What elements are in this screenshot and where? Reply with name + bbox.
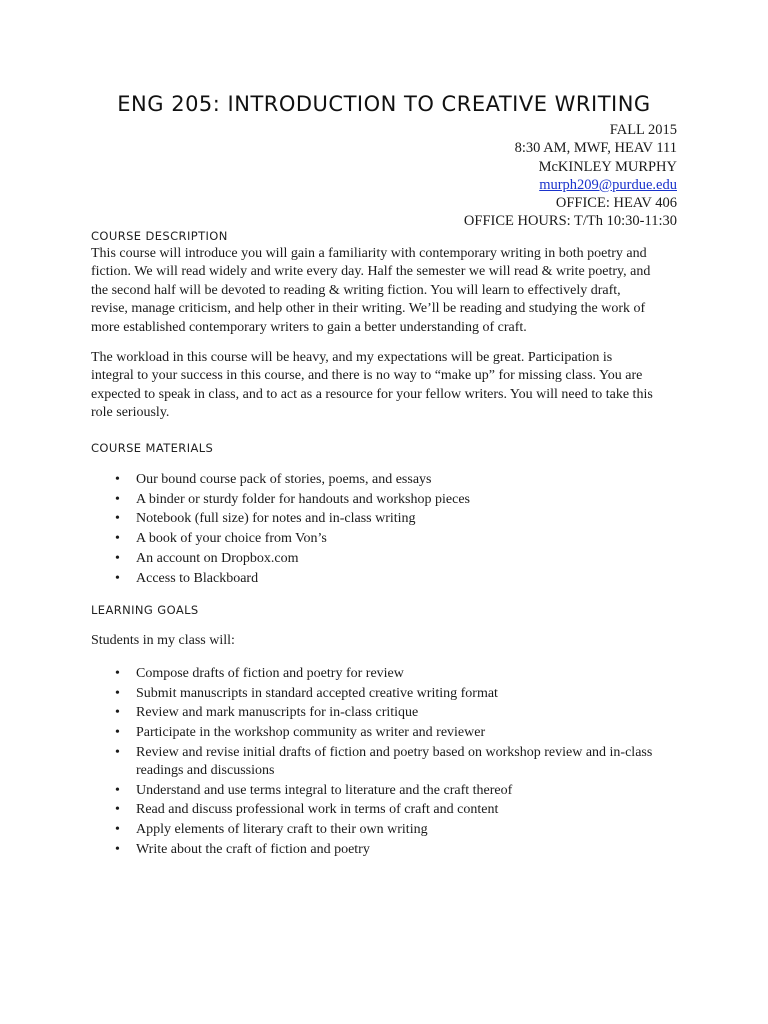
bullet-icon: •	[115, 744, 120, 760]
bullet-icon: •	[115, 685, 120, 701]
bullet-icon: •	[115, 822, 120, 838]
description-paragraph-1	[91, 245, 681, 337]
contact-block	[464, 121, 677, 231]
bullet-icon: •	[115, 782, 120, 798]
bullet-icon: •	[115, 841, 120, 857]
list-item: • Notebook (full size) for notes and in-class writing	[91, 509, 691, 529]
text-line: role seriously.	[91, 405, 170, 421]
goals-intro: Students in my class will:	[91, 633, 235, 648]
bullet-icon: •	[115, 491, 120, 507]
text-line: This course will introduce you will gain a familiarity with contemporary writing in both poetry and	[91, 246, 647, 261]
list-item: • Review and revise initial drafts of fiction and poetry based on workshop review and in-class readings and discussions	[115, 744, 653, 779]
goals-list	[91, 665, 691, 861]
schedule: 8:30 AM, MWF, HEAV 111	[514, 140, 677, 157]
text-line: expected to speak in class, and to act as a resource for your fellow writers. You will need to take this	[91, 386, 653, 402]
bullet-icon: •	[115, 531, 120, 547]
description-paragraph-2	[91, 349, 681, 423]
list-item: • Understand and use terms integral to literature and the craft thereof	[91, 782, 691, 800]
list-item: • Our bound course pack of stories, poems, and essays	[91, 470, 691, 490]
list-item: • Participate in the workshop community as writer and reviewer	[91, 724, 691, 742]
bullet-icon: •	[115, 550, 120, 566]
text-line: fiction. We will read widely and write every day. Half the semester we will read & write poetry, and	[91, 264, 651, 280]
list-item: • A book of your choice from Von’s	[91, 529, 691, 549]
text-line: the second half will be devoted to reading & writing fiction. You will learn to effectively draft,	[91, 282, 621, 298]
text-line: revise, manage criticism, and help other in their writing. We’ll be reading and studying the work of	[91, 301, 646, 317]
office-hours: OFFICE HOURS: T/Th 10:30-11:30	[463, 213, 677, 230]
text-line: The workload in this course will be heavy, and my expectations will be great. Participation is	[91, 350, 613, 365]
learning-goals-heading: LEARNING GOALS	[91, 603, 199, 617]
bullet-icon: •	[115, 570, 120, 586]
bullet-icon: •	[115, 666, 120, 681]
list-item: • Read and discuss professional work in terms of craft and content	[91, 801, 691, 819]
list-item: • Compose drafts of fiction and poetry for review	[91, 665, 691, 683]
bullet-icon: •	[115, 802, 120, 818]
bullet-icon: •	[115, 705, 120, 721]
bullet-icon: •	[115, 511, 120, 527]
office: OFFICE: HEAV 406	[555, 195, 677, 212]
text-line: integral to your success in this course, and there is no way to “make up” for missing class. You are	[91, 368, 643, 384]
bullet-icon: •	[115, 472, 120, 487]
text-line: more established contemporary writers to gain a better understanding of craft.	[91, 319, 527, 335]
list-item: • Apply elements of literary craft to their own writing	[91, 821, 691, 839]
term: FALL 2015	[609, 122, 677, 138]
page-title: ENG 205: INTRODUCTION TO CREATIVE WRITING	[117, 92, 651, 116]
email-link[interactable]: murph209@purdue.edu	[539, 176, 677, 193]
bullet-icon: •	[115, 725, 120, 741]
list-item: • Write about the craft of fiction and poetry	[91, 841, 691, 859]
materials-list	[91, 470, 691, 588]
list-item: • Submit manuscripts in standard accepted creative writing format	[91, 685, 691, 703]
course-materials-heading: COURSE MATERIALS	[91, 441, 214, 455]
list-item: • An account on Dropbox.com	[91, 549, 691, 569]
list-item: • Review and mark manuscripts for in-class critique	[91, 704, 691, 722]
list-item: • A binder or sturdy folder for handouts and workshop pieces	[91, 490, 691, 510]
list-item: • Access to Blackboard	[91, 569, 691, 589]
instructor-name: McKINLEY MURPHY	[538, 158, 677, 175]
course-description-heading: COURSE DESCRIPTION	[91, 229, 228, 243]
